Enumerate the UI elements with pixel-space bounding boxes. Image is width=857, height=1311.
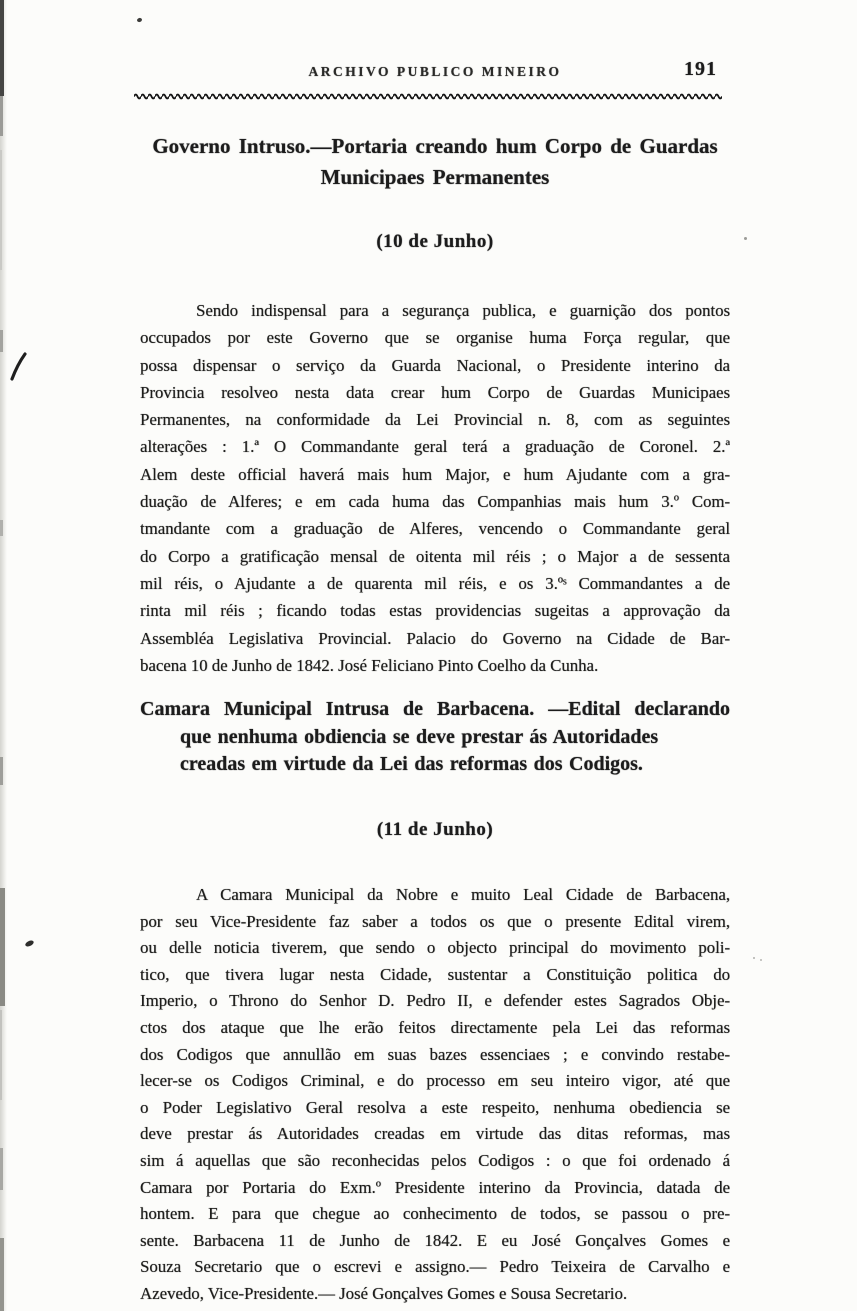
text-line: duação de Alferes; e em cada huma das Companhias mais hum 3.º Com- — [140, 492, 730, 512]
text-line: Souza Secretario que o escrevi e assigno.— Pedro Teixeira de Carvalho e — [140, 1257, 730, 1277]
archive-title: ARCHIVO PUBLICO MINEIRO — [308, 64, 562, 79]
section2-title — [140, 696, 730, 779]
ink-speck — [744, 237, 747, 240]
text-line: Assembléa Legislativa Provincial. Palacio do Governo na Cidade de Bar- — [140, 628, 730, 648]
title-line: Camara Municipal Intrusa de Barbacena. —Edital declarando — [140, 698, 730, 720]
scan-edge-mark — [0, 1238, 4, 1311]
section1-date-heading: (10 de Junho) — [376, 231, 494, 252]
scan-edge-mark — [0, 0, 4, 96]
text-line: Alem deste official haverá mais hum Major, e hum Ajudante com a gra- — [140, 464, 730, 484]
text-line: Imperio, o Throno do Senhor D. Pedro II, e defender estes Sagrados Obje- — [140, 991, 730, 1011]
running-header — [140, 58, 730, 88]
section1-title — [130, 131, 740, 193]
text-line: tmandante com a graduação de Alferes, vencendo o Commandante geral — [140, 519, 730, 539]
ink-speck — [136, 17, 142, 22]
title-line: creadas em virtude da Lei das reformas dos Codigos. — [180, 753, 643, 775]
text-line: lecer-se os Codigos Criminal, e do processo em seu inteiro vigor, até que — [140, 1071, 730, 1091]
wavy-divider — [134, 91, 722, 101]
scan-edge-mark — [0, 757, 3, 785]
text-line: o Poder Legislativo Geral resolva a este respeito, nenhuma obediencia se — [140, 1097, 730, 1117]
section2-date-heading: (11 de Junho) — [376, 819, 494, 840]
text-line: Permanentes, na conformidade da Lei Provincial n. 8, com as seguintes — [140, 410, 730, 430]
text-line: possa dispensar o serviço da Guarda Nacional, o Presidente interino da — [140, 355, 730, 375]
text-line: bacena 10 de Junho de 1842. José Feliciano Pinto Coelho da Cunha. — [140, 655, 599, 675]
title-line: que nenhuma obdiencia se deve prestar ás Autoridades — [180, 725, 659, 748]
scan-edge-mark — [0, 1010, 2, 1100]
title-line: Municipaes Permanentes — [320, 165, 550, 189]
text-line: deve prestar ás Autoridades creadas em virtude das ditas reformas, mas — [140, 1124, 730, 1144]
text-line: hontem. E para que chegue ao conhecimento de todos, se passou o pre- — [140, 1204, 730, 1224]
section1-body — [140, 297, 730, 679]
ink-speck — [24, 939, 34, 947]
text-line: Sendo indispensal para a segurança publica, e guarnição dos pontos — [196, 301, 730, 320]
scan-edge-mark — [0, 520, 3, 536]
scan-edge-mark — [0, 1148, 3, 1190]
text-line: A Camara Municipal da Nobre e muito Leal Cidade de Barbacena, — [196, 885, 730, 904]
section2-body — [140, 882, 730, 1308]
text-line: do Corpo a gratificação mensal de oitenta mil réis ; o Major a de sessenta — [140, 546, 730, 566]
text-line: ctos dos ataque que lhe erão feitos directamente pela Lei das reformas — [140, 1017, 730, 1037]
page-number: 191 — [684, 58, 717, 80]
text-line: tico, que tivera lugar nesta Cidade, sustentar a Constituição politica do — [140, 964, 730, 984]
text-line: dos Codigos que annullão em suas bazes essenciaes ; e convindo restabe- — [140, 1044, 730, 1064]
ink-speck — [753, 957, 755, 959]
text-line: Provincia resolveo nesta data crear hum Corpo de Guardas Municipaes — [140, 382, 730, 402]
scan-edge-mark — [0, 888, 5, 1006]
text-line: rinta mil réis ; ficando todas estas providencias sugeitas a approvação da — [140, 601, 730, 621]
handwritten-slash-mark — [9, 352, 29, 382]
text-line: Azevedo, Vice-Presidente.— José Gonçalves Gomes e Sousa Secretario. — [140, 1283, 628, 1303]
text-line: sim á aquellas que são reconhecidas pelos Codigos : o que foi ordenado á — [140, 1150, 730, 1170]
text-line: por seu Vice-Presidente faz saber a todos os que o presente Edital virem, — [140, 911, 730, 931]
text-line: ou delle noticia tiverem, que sendo o objecto principal do movimento poli- — [140, 938, 730, 958]
text-line: occupados por este Governo que se organise huma Força regular, que — [140, 328, 730, 348]
scan-edge-mark — [0, 150, 2, 270]
scan-edge-mark — [0, 96, 3, 136]
text-line: Camara por Portaria do Exm.º Presidente interino da Provincia, datada de — [140, 1177, 730, 1197]
text-line: mil réis, o Ajudante a de quarenta mil réis, e os 3.ºˢ Commandantes a de — [140, 573, 730, 593]
text-line: sente. Barbacena 11 de Junho de 1842. E eu José Gonçalves Gomes e — [140, 1230, 730, 1250]
title-line: Governo Intruso.—Portaria creando hum Corpo de Guardas — [152, 134, 718, 158]
text-line: alterações : 1.ª O Commandante geral terá a graduação de Coronel. 2.ª — [140, 437, 730, 457]
scan-edge-mark — [0, 330, 3, 352]
ink-speck — [760, 959, 762, 961]
